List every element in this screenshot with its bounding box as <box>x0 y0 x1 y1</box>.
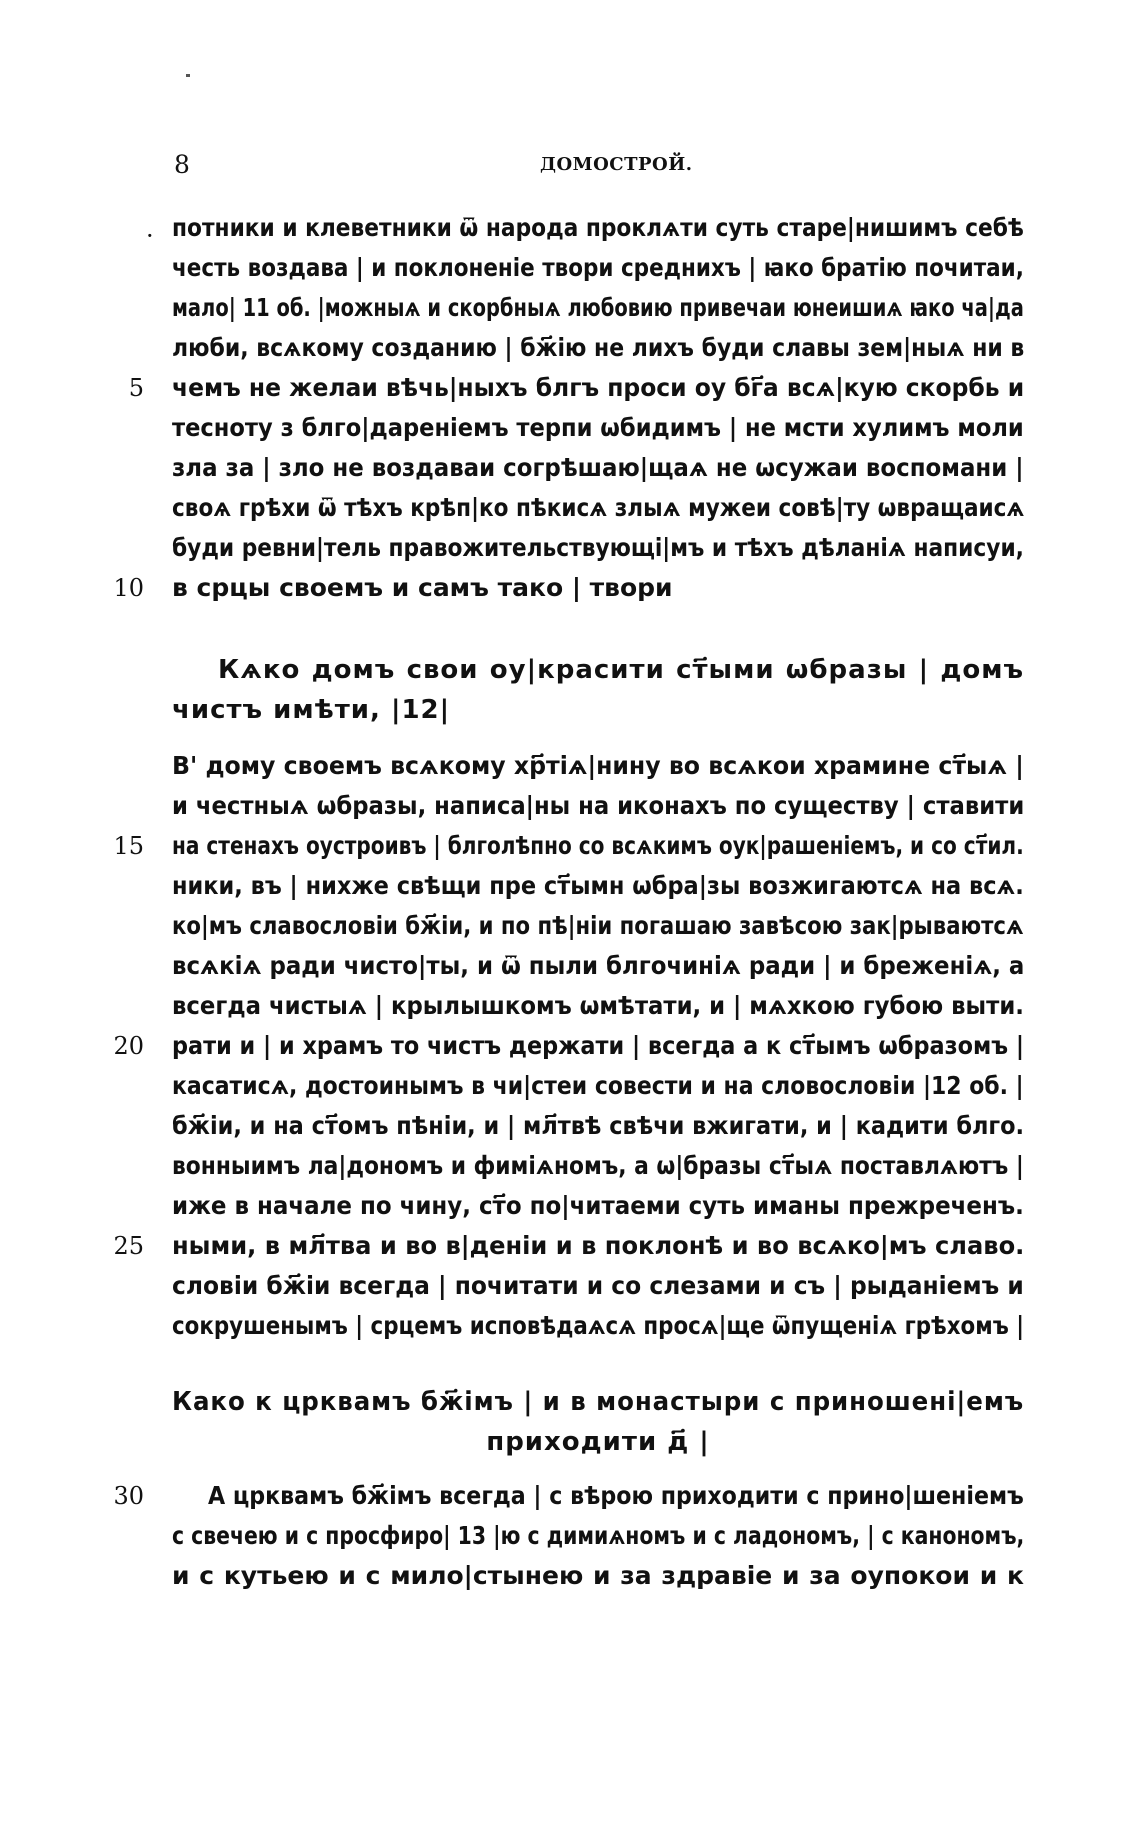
line-number: 25 <box>113 1232 144 1260</box>
line-number: 20 <box>113 1032 144 1060</box>
section-heading-continuation: чистъ имѣти, |12| <box>172 695 451 725</box>
text-line: бж҃іи, и на ст҃омъ пѣніи, и | мл҃твѣ свѣчи вжигати, и | кадити блго. <box>172 1111 1025 1140</box>
text-line: иже в начале по чину, ст҃о по|читаеми суть иманы прежреченъ. <box>172 1191 1024 1220</box>
text-line: честь воздава | и поклоненіе твори среднихъ | ꙗко братію почитаи, <box>172 253 1024 282</box>
text-line: сокрушенымъ | срцемъ исповѣдаѧсѧ просѧ|ще ѿпущеніѧ грѣхомъ | <box>172 1311 1024 1340</box>
text-line: всѧкіѧ ради чисто|ты, и ѿ пыли блгочиніѧ ради | и бреженіѧ, а <box>172 951 1025 980</box>
text-line: своѧ грѣхи ѿ тѣхъ крѣп|ко пѣкисѧ злыѧ мужеи совѣ|ту ѡвращаисѧ <box>172 493 1025 522</box>
section-heading-continuation: приходити д҃ | <box>486 1427 710 1457</box>
text-line: мало| 11 об. |можныѧ и скорбныѧ любовию привечаи юнеишиѧ ꙗко ча|да <box>172 293 1024 322</box>
text-line: ники, въ | нихже свѣщи пре ст҃ымн ѡбра|зы возжигаютсѧ на всѧ. <box>172 871 1024 900</box>
text-line: в срцы своемъ и самъ тако | твори <box>172 573 673 602</box>
scan-speck <box>186 74 190 77</box>
text-line: с свечею и с просфиро| 13 |ю с димиѧномъ и с ладономъ, | с канономъ, <box>172 1521 1025 1550</box>
text-line: и с кутьею и с мило|стынею и за здравіе и за оупокои и к <box>172 1561 1024 1590</box>
text-line: на стенахъ оустроивъ | блголѣпно со всѧкимъ оук|рашеніемъ, и со ст҃ил. <box>172 831 1024 860</box>
text-line: касатисѧ, достоинымъ в чи|стеи совести и на словословіи |12 об. | <box>172 1071 1024 1100</box>
text-line: люби, всѧкому созданию | бж҃ію не лихъ буди славы зем|ныѧ ни в <box>172 333 1025 362</box>
text-line: потники и клеветники ѿ народа проклѧти суть старе|нишимъ себѣ <box>172 213 1024 242</box>
line-number: 10 <box>113 574 144 602</box>
page-header <box>0 150 1140 190</box>
text-line: ко|мъ славословіи бж҃іи, и по пѣ|ніи погашаю завѣсою зак|рываютсѧ <box>172 911 1024 940</box>
text-line: буди ревни|тель правожительствующі|мъ и тѣхъ дѣланіѧ написуи, <box>172 533 1024 562</box>
running-head: ДОМОСТРОЙ. <box>540 154 693 175</box>
page-number: 8 <box>174 150 190 179</box>
text-line: вонныимъ ла|дономъ и фиміѧномъ, а ѡ|бразы ст҃ыѧ поставлѧютъ | <box>172 1151 1024 1180</box>
margin-bullet: · <box>146 222 154 250</box>
text-line: словіи бж҃іи всегда | почитати и со слезами и съ | рыданіемъ и <box>172 1271 1024 1300</box>
text-line: рати и | и храмъ то чистъ держати | всегда а к ст҃ымъ ѡбразомъ | <box>172 1031 1025 1060</box>
text-line: чемъ не желаи вѣчь|ныхъ блгъ проси оу бг҃а всѧ|кую скорбь и <box>172 373 1025 402</box>
line-number: 15 <box>113 832 144 860</box>
text-line: ными, в мл҃тва и во в|деніи и в поклонѣ и во всѧко|мъ славо. <box>172 1231 1025 1260</box>
text-line: и честныѧ ѡбразы, написа|ны на иконахъ по существу | ставити <box>172 791 1025 820</box>
line-number: 5 <box>128 374 144 402</box>
section-heading: Кѧко домъ свои оу|красити ст҃ыми ѡбразы | домъ <box>218 655 1024 685</box>
text-line: зла за | зло не воздаваи согрѣшаю|щаѧ не ѡсужаи воспомани | <box>172 453 1024 482</box>
text-line: тесноту з блго|дареніемъ терпи ѡбидимъ | не мсти хулимъ моли <box>172 413 1024 442</box>
line-number: 30 <box>113 1482 144 1510</box>
section-heading: Како к црквамъ бж҃імъ | и в монастыри с приношені|емъ <box>172 1387 1025 1417</box>
text-line: В' дому своемъ всѧкому хр҃тіѧ|нину во всѧкои храмине ст҃ыѧ | <box>172 751 1024 780</box>
text-line: А црквамъ бж҃імъ всегда | с вѣрою приходити с прино|шеніемъ <box>208 1481 1024 1510</box>
text-line: всегда чистыѧ | крылышкомъ ѡмѣтати, и | мѧхкою губою выти. <box>172 991 1024 1020</box>
